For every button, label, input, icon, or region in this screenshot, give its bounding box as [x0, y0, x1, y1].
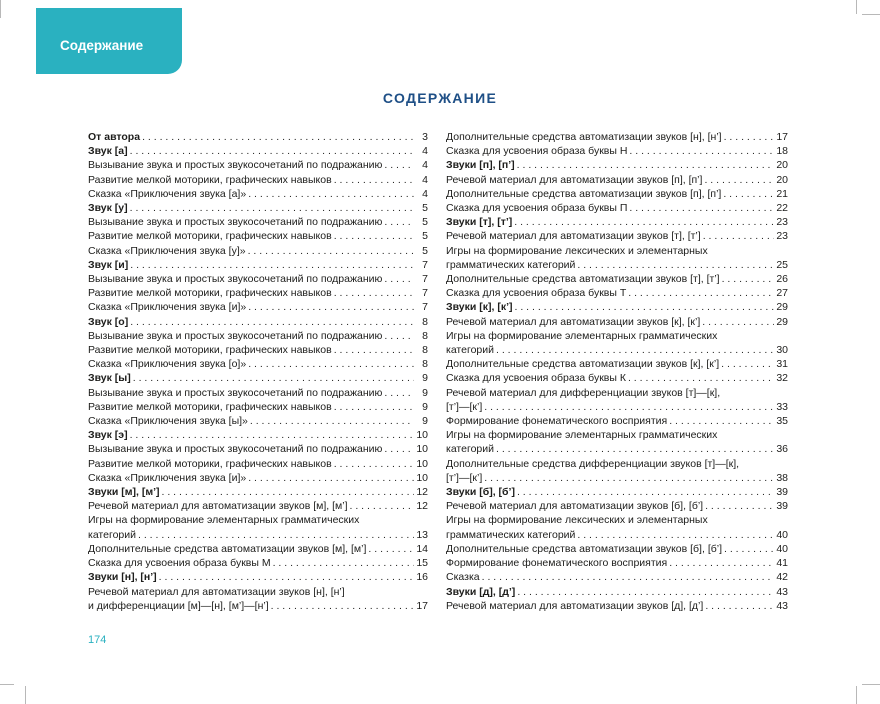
toc-entry-title: Формирование фонематического восприятия	[446, 415, 668, 428]
toc-entry	[446, 329, 788, 357]
toc-entry	[88, 556, 428, 570]
toc-entry-title: Дополнительные средства автоматизации звуков [н], [н’]	[446, 131, 722, 143]
toc-entry	[446, 201, 788, 215]
dot-leader	[350, 499, 415, 513]
toc-entry-title: Сказка для усвоения образа буквы Т	[446, 287, 627, 300]
toc-page-number: 23	[776, 230, 788, 243]
toc-entry-title: Сказка «Приключения звука [и]»	[88, 301, 247, 314]
toc-page-number: 5	[422, 202, 428, 215]
dot-leader	[517, 585, 774, 599]
page-number: 174	[88, 634, 107, 646]
toc-page-number: 9	[422, 386, 428, 399]
toc-entry	[446, 428, 788, 456]
dot-leader	[517, 485, 774, 499]
dot-leader	[248, 187, 414, 201]
toc-entry	[88, 428, 428, 442]
dot-leader	[273, 556, 414, 570]
toc-page-number: 27	[776, 287, 788, 300]
toc-entry	[88, 187, 428, 201]
toc-entry-title: Речевой материал для автоматизации звуков [к], [к’]	[446, 315, 701, 328]
toc-entry	[446, 158, 788, 172]
toc-entry	[446, 570, 788, 584]
dot-leader	[384, 386, 414, 400]
toc-entry-title: Сказка «Приключения звука [у]»	[88, 244, 246, 257]
toc-page-number: 43	[776, 585, 788, 598]
toc-page-number: 26	[776, 273, 788, 286]
toc-entry	[446, 286, 788, 300]
dot-leader	[384, 329, 414, 343]
toc-entry-title: Звуки [н], [н’]	[88, 571, 157, 584]
dot-leader	[368, 542, 414, 556]
toc-entry	[446, 144, 788, 158]
toc-page-number: 41	[776, 557, 788, 570]
toc-entry	[446, 585, 788, 599]
dot-leader	[723, 187, 774, 201]
toc-entry	[88, 400, 428, 414]
toc-page-number: 10	[416, 429, 428, 442]
dot-leader	[577, 258, 774, 272]
toc-entry-title: Сказка для усвоения образа буквы К	[446, 372, 626, 385]
toc-page-number: 31	[776, 358, 788, 371]
toc-entry-title: Речевой материал для автоматизации звуков [д], [д’]	[446, 599, 704, 612]
toc-entry-title: Дополнительные средства автоматизации звуков [к], [к’]	[446, 358, 720, 371]
dot-leader	[484, 471, 774, 485]
toc-entry-title: грамматических категорий	[446, 258, 576, 271]
dot-leader	[271, 599, 414, 613]
toc-entry	[88, 201, 428, 215]
dot-leader	[334, 286, 414, 300]
dot-leader	[496, 442, 774, 456]
toc-entry-title: Вызывание звука и простых звукосочетаний по подражанию	[88, 273, 383, 286]
toc-entry	[446, 315, 788, 329]
dot-leader	[702, 315, 774, 329]
toc-page-number: 3	[422, 131, 428, 143]
toc-entry-title: Сказка «Приключения звука [и]»	[88, 471, 247, 484]
toc-page-number: 5	[422, 230, 428, 243]
toc-entry	[88, 158, 428, 172]
toc-entry	[88, 471, 428, 485]
toc-entry	[446, 513, 788, 541]
toc-page-number: 8	[422, 344, 428, 357]
dot-leader	[248, 471, 414, 485]
toc-page-number: 21	[776, 187, 788, 200]
toc-entry-title: Сказка «Приключения звука [ы]»	[88, 415, 248, 428]
toc-entry-title: Развитие мелкой моторики, графических навыков	[88, 230, 332, 243]
dot-leader	[334, 229, 414, 243]
dot-leader	[130, 428, 414, 442]
dot-leader	[384, 442, 414, 456]
toc-entry	[88, 414, 428, 428]
crop-mark	[862, 684, 880, 685]
toc-page-number: 33	[776, 400, 788, 413]
toc-page-number: 12	[416, 486, 428, 499]
toc-entry	[446, 215, 788, 229]
dot-leader	[142, 130, 414, 144]
toc-entry-title-line: Речевой материал для дифференциации звуков [т]—[к],	[446, 386, 721, 399]
toc-entry	[446, 244, 788, 272]
dot-leader	[162, 485, 414, 499]
toc-left-column	[88, 130, 428, 613]
toc-entry	[88, 570, 428, 584]
toc-entry	[88, 300, 428, 314]
toc-entry	[446, 187, 788, 201]
dot-leader	[130, 201, 414, 215]
dot-leader	[515, 300, 775, 314]
page-title: СОДЕРЖАНИЕ	[382, 90, 498, 106]
toc-entry-title: Вызывание звука и простых звукосочетаний по подражанию	[88, 329, 383, 342]
toc-page-number: 5	[422, 216, 428, 229]
dot-leader	[514, 215, 774, 229]
toc-entry-title: Речевой материал для автоматизации звуков [т], [т’]	[446, 230, 701, 243]
toc-entry	[446, 357, 788, 371]
toc-page-number: 9	[422, 372, 428, 385]
toc-entry-title: Дополнительные средства автоматизации звуков [б], [б’]	[446, 542, 722, 555]
toc-entry-title: Вызывание звука и простых звукосочетаний по подражанию	[88, 216, 383, 229]
toc-page-number: 29	[776, 315, 788, 328]
toc-entry-title: Сказка «Приключения звука [о]»	[88, 358, 247, 371]
dot-leader	[722, 272, 774, 286]
toc-page-number: 9	[422, 415, 428, 428]
dot-leader	[130, 258, 414, 272]
toc-entry	[446, 386, 788, 414]
toc-entry	[88, 513, 428, 541]
dot-leader	[629, 144, 774, 158]
toc-page-number: 39	[776, 500, 788, 513]
toc-page-number: 14	[416, 542, 428, 555]
toc-entry	[446, 485, 788, 499]
dot-leader	[629, 201, 774, 215]
dot-leader	[159, 570, 414, 584]
toc-entry	[88, 457, 428, 471]
dot-leader	[724, 542, 774, 556]
toc-page-number: 8	[422, 315, 428, 328]
toc-entry-title: Звуки [к], [к’]	[446, 301, 513, 314]
toc-entry-title-line: Игры на формирование элементарных грамматических	[446, 329, 718, 342]
crop-mark	[0, 0, 1, 18]
toc-entry-title: и дифференциации [м]—[н], [м’]—[н’]	[88, 599, 269, 612]
toc-entry	[88, 442, 428, 456]
toc-entry	[88, 585, 428, 613]
toc-entry-title-line: Игры на формирование лексических и элементарных	[446, 514, 708, 527]
toc-entry-title: Звук [о]	[88, 315, 129, 328]
dot-leader	[705, 499, 774, 513]
dot-leader	[133, 371, 414, 385]
toc-entry	[446, 300, 788, 314]
toc-entry-title: Развитие мелкой моторики, графических навыков	[88, 457, 332, 470]
toc-page-number: 4	[422, 159, 428, 172]
toc-page-number: 10	[416, 471, 428, 484]
crop-mark	[862, 14, 880, 15]
dot-leader	[334, 400, 414, 414]
dot-leader	[577, 528, 774, 542]
toc-entry-title: Вызывание звука и простых звукосочетаний по подражанию	[88, 386, 383, 399]
toc-entry-title: Развитие мелкой моторики, графических навыков	[88, 344, 332, 357]
toc-entry	[446, 130, 788, 144]
toc-entry-title: Звуки [п], [п’]	[446, 159, 515, 172]
dot-leader	[517, 158, 774, 172]
toc-entry	[88, 258, 428, 272]
toc-entry	[88, 485, 428, 499]
crop-mark	[856, 0, 857, 14]
toc-entry	[446, 599, 788, 613]
toc-entry	[88, 286, 428, 300]
toc-entry	[88, 215, 428, 229]
toc-page-number: 10	[416, 457, 428, 470]
toc-entry	[88, 343, 428, 357]
toc-page-number: 4	[422, 173, 428, 186]
toc-page-number: 17	[416, 599, 428, 612]
toc-entry-title: Звуки [б], [б’]	[446, 486, 515, 499]
toc-entry-title-line: Дополнительные средства дифференциации звуков [т]—[к],	[446, 457, 740, 470]
toc-entry	[88, 244, 428, 258]
toc-entry-title: Дополнительные средства автоматизации звуков [м], [м’]	[88, 542, 367, 555]
dot-leader	[496, 343, 774, 357]
toc-page-number: 7	[422, 287, 428, 300]
toc-entry-title: Сказка «Приключения звука [а]»	[88, 187, 247, 200]
toc-entry-title-line: Речевой материал для автоматизации звуков [н], [н’]	[88, 585, 345, 598]
toc-entry	[446, 272, 788, 286]
dot-leader	[334, 343, 414, 357]
toc-entry-title: категорий	[446, 443, 494, 456]
toc-page-number: 36	[776, 443, 788, 456]
toc-entry	[446, 542, 788, 556]
toc-page-number: 4	[422, 145, 428, 158]
toc-entry-title: Сказка для усвоения образа буквы Н	[446, 145, 628, 158]
crop-mark	[25, 686, 26, 704]
toc-page-number: 8	[422, 329, 428, 342]
toc-entry-title: Речевой материал для автоматизации звуков [б], [б’]	[446, 500, 704, 513]
toc-page-number: 20	[776, 173, 788, 186]
toc-entry-title: [т’]—[к’]	[446, 400, 483, 413]
toc-entry-title: категорий	[88, 528, 136, 541]
toc-entry-title: Дополнительные средства автоматизации звуков [т], [т’]	[446, 273, 720, 286]
dot-leader	[248, 357, 414, 371]
dot-leader	[628, 371, 774, 385]
toc-page-number: 22	[776, 202, 788, 215]
toc-page-number: 30	[776, 344, 788, 357]
toc-right-column	[446, 130, 788, 613]
toc-entry	[446, 556, 788, 570]
toc-entry-title: Звуки [д], [д’]	[446, 585, 516, 598]
toc-entry-title: Развитие мелкой моторики, графических навыков	[88, 173, 332, 186]
toc-page-number: 40	[776, 542, 788, 555]
toc-entry-title: Дополнительные средства автоматизации звуков [п], [п’]	[446, 187, 722, 200]
toc-entry	[446, 173, 788, 187]
dot-leader	[130, 144, 414, 158]
toc-entry-title: категорий	[446, 344, 494, 357]
toc-entry	[88, 173, 428, 187]
dot-leader	[484, 400, 774, 414]
toc-page-number: 4	[422, 187, 428, 200]
toc-entry	[88, 542, 428, 556]
toc-page-number: 25	[776, 258, 788, 271]
section-tab	[36, 8, 182, 74]
toc-page-number: 43	[776, 599, 788, 612]
section-tab-label: Содержание	[60, 38, 144, 53]
toc-entry	[88, 315, 428, 329]
toc-page-number: 7	[422, 258, 428, 271]
dot-leader	[669, 414, 774, 428]
toc-entry-title: грамматических категорий	[446, 528, 576, 541]
toc-page-number: 7	[422, 301, 428, 314]
toc-entry-title: Звук [э]	[88, 429, 128, 442]
dot-leader	[669, 556, 774, 570]
toc-entry-title: Звук [у]	[88, 202, 128, 215]
toc-page-number: 7	[422, 273, 428, 286]
dot-leader	[704, 173, 774, 187]
toc-entry-title: Вызывание звука и простых звукосочетаний по подражанию	[88, 443, 383, 456]
toc-entry-title: [т’]—[к’]	[446, 471, 483, 484]
toc-page-number: 32	[776, 372, 788, 385]
dot-leader	[248, 244, 414, 258]
toc-entry-title: Сказка	[446, 571, 480, 584]
toc-entry	[446, 414, 788, 428]
toc-entry-title: Звук [а]	[88, 145, 128, 158]
toc-entry-title: Звук [ы]	[88, 372, 131, 385]
toc-entry-title: Звуки [м], [м’]	[88, 486, 160, 499]
toc-entry	[88, 499, 428, 513]
toc-page-number: 10	[416, 443, 428, 456]
toc-page-number: 5	[422, 244, 428, 257]
toc-page-number: 40	[776, 528, 788, 541]
dot-leader	[250, 414, 414, 428]
dot-leader	[248, 300, 414, 314]
toc-entry-title: Развитие мелкой моторики, графических навыков	[88, 287, 332, 300]
toc-entry	[446, 499, 788, 513]
toc-entry	[88, 386, 428, 400]
toc-page-number: 20	[776, 159, 788, 172]
toc-entry	[88, 272, 428, 286]
toc-entry	[88, 329, 428, 343]
dot-leader	[130, 315, 414, 329]
toc-entry-title: Сказка для усвоения образа буквы М	[88, 557, 271, 570]
dot-leader	[138, 528, 414, 542]
toc-page-number: 9	[422, 400, 428, 413]
dot-leader	[384, 272, 414, 286]
toc-page-number: 35	[776, 415, 788, 428]
toc-entry-title: Речевой материал для автоматизации звуков [м], [м’]	[88, 500, 348, 513]
dot-leader	[482, 570, 774, 584]
toc-entry-title: Сказка для усвоения образа буквы П	[446, 202, 628, 215]
toc-page-number: 13	[416, 528, 428, 541]
crop-mark	[856, 686, 857, 704]
toc-page-number: 15	[416, 557, 428, 570]
toc-page-number: 39	[776, 486, 788, 499]
toc-entry-title-line: Игры на формирование элементарных грамматических	[88, 514, 360, 527]
toc-page-number: 17	[776, 131, 788, 143]
toc-page-number: 38	[776, 471, 788, 484]
toc-entry-title: От автора	[88, 131, 141, 143]
toc-page-number: 16	[416, 571, 428, 584]
dot-leader	[703, 229, 774, 243]
toc-entry	[88, 229, 428, 243]
toc-entry-title: Речевой материал для автоматизации звуков [п], [п’]	[446, 173, 703, 186]
dot-leader	[628, 286, 774, 300]
toc-entry	[446, 457, 788, 485]
toc-entry-title: Развитие мелкой моторики, графических навыков	[88, 400, 332, 413]
dot-leader	[705, 599, 774, 613]
toc-entry-title-line: Игры на формирование элементарных грамматических	[446, 429, 718, 442]
toc-entry-title: Формирование фонематического восприятия	[446, 557, 668, 570]
toc-entry-title: Звуки [т], [т’]	[446, 216, 513, 229]
toc-entry	[88, 144, 428, 158]
toc-page-number: 12	[416, 500, 428, 513]
toc-page-number: 8	[422, 358, 428, 371]
toc-entry	[88, 371, 428, 385]
toc-entry-title-line: Игры на формирование лексических и элементарных	[446, 244, 708, 257]
dot-leader	[384, 158, 414, 172]
dot-leader	[334, 457, 414, 471]
toc-page-number: 42	[776, 571, 788, 584]
dot-leader	[721, 357, 774, 371]
dot-leader	[724, 130, 774, 144]
dot-leader	[334, 173, 414, 187]
toc-page-number: 29	[776, 301, 788, 314]
dot-leader	[384, 215, 414, 229]
crop-mark	[0, 684, 14, 685]
toc-page-number: 18	[776, 145, 788, 158]
toc-entry-title: Звук [и]	[88, 258, 129, 271]
toc-entry	[88, 357, 428, 371]
toc-page-number: 23	[776, 216, 788, 229]
toc-entry	[88, 130, 428, 144]
toc-entry-title: Вызывание звука и простых звукосочетаний по подражанию	[88, 159, 383, 172]
toc-entry	[446, 229, 788, 243]
toc-entry	[446, 371, 788, 385]
